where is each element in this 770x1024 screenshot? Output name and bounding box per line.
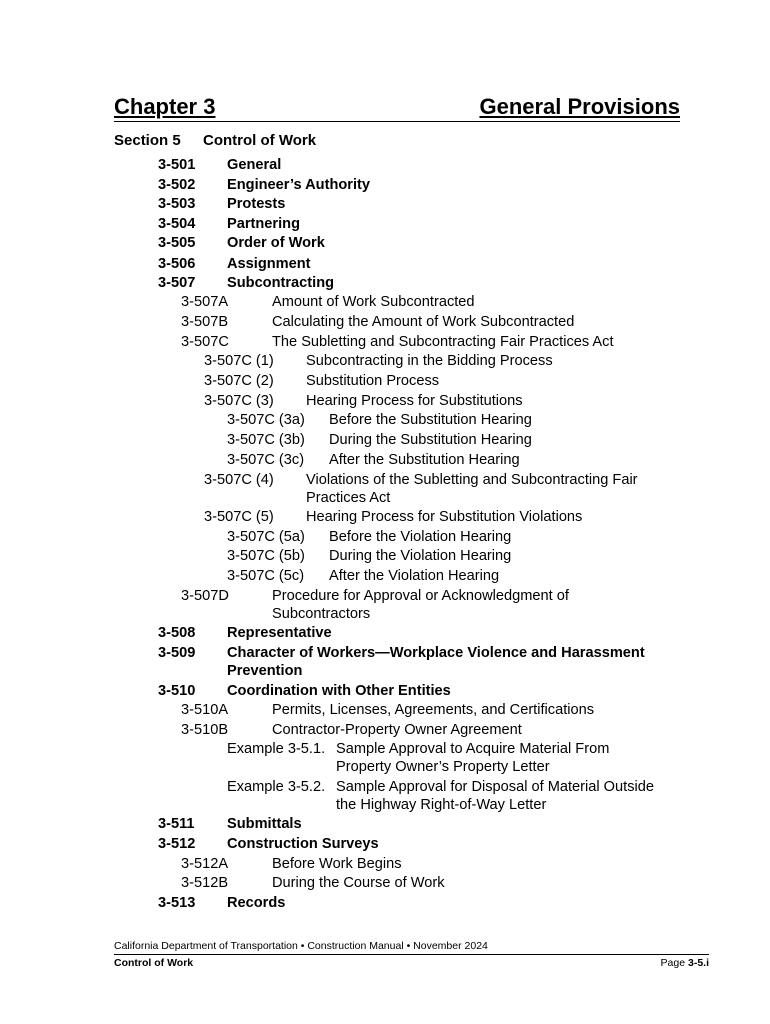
section-title: Control of Work	[203, 132, 317, 149]
toc-entry-number: 3-507C (3)	[204, 393, 274, 409]
toc-entry-title: Before Work Begins	[272, 856, 402, 872]
toc-entry-title-continued: Practices Act	[306, 490, 391, 506]
toc-entry-number: 3-507C (4)	[204, 472, 274, 488]
toc-entry-number: 3-507C (1)	[204, 353, 274, 369]
toc-entry-title: Character of Workers—Workplace Violence and Harassment	[227, 645, 645, 661]
toc-entry-title: Submittals	[227, 816, 302, 832]
toc-entry-number: 3-507A	[181, 294, 229, 310]
toc-entry-number: 3-512A	[181, 856, 229, 872]
toc-entry-number: 3-507C (3a)	[227, 412, 305, 428]
toc-entry-number: 3-511	[158, 816, 195, 832]
toc-entry-number: 3-507D	[181, 588, 229, 604]
toc-entry-number: 3-507C (5c)	[227, 568, 305, 584]
toc-entry-number: 3-507C (5b)	[227, 548, 305, 564]
footer-section: Control of Work	[114, 957, 194, 969]
toc-entry-number: 3-512B	[181, 875, 229, 891]
toc-entry-title: Calculating the Amount of Work Subcontracted	[272, 314, 575, 330]
toc-entry-title-continued: Subcontractors	[272, 606, 371, 622]
toc-entry-title: After the Violation Hearing	[329, 568, 500, 584]
toc-entry-title: Before the Substitution Hearing	[329, 412, 532, 428]
toc-entry-number: Example 3-5.1.	[227, 741, 326, 757]
toc-entry-title: Representative	[227, 625, 332, 641]
toc-entry-title: Amount of Work Subcontracted	[272, 294, 475, 310]
toc-entry-title: Violations of the Subletting and Subcontracting Fair	[306, 472, 638, 488]
toc-entry-number: 3-505	[158, 235, 196, 251]
toc-entry-number: 3-507B	[181, 314, 229, 330]
chapter-header	[114, 93, 680, 122]
toc-entry-number: 3-503	[158, 196, 196, 212]
section-number: Section 5	[114, 132, 181, 149]
toc-entry-title: Sample Approval to Acquire Material From	[336, 741, 610, 757]
toc-entry-title: Assignment	[227, 256, 311, 272]
toc-entry-number: Example 3-5.2.	[227, 779, 326, 795]
toc-entry-number: 3-508	[158, 625, 196, 641]
toc-entry-title: General	[227, 157, 282, 173]
toc-entry-number: 3-512	[158, 836, 196, 852]
toc-entry-title: Contractor-Property Owner Agreement	[272, 722, 522, 738]
toc-entry-title: During the Substitution Hearing	[329, 432, 532, 448]
toc-entry-title: Hearing Process for Substitutions	[306, 393, 523, 409]
toc-entry-number: 3-507C (3c)	[227, 452, 305, 468]
toc-entry-title: Substitution Process	[306, 373, 440, 389]
toc-entry-title: During the Course of Work	[272, 875, 445, 891]
toc-entry-title: Records	[227, 895, 286, 911]
toc-entry-number: 3-513	[158, 895, 196, 911]
toc-entry-title: Subcontracting in the Bidding Process	[306, 353, 553, 369]
toc-entry-number: 3-507C (3b)	[227, 432, 305, 448]
toc-entry-number: 3-507C (2)	[204, 373, 274, 389]
toc-entry-number: 3-510B	[181, 722, 229, 738]
toc-entry-number: 3-501	[158, 157, 196, 173]
footer-publication: California Department of Transportation • Construction Manual • November 2024	[114, 940, 488, 952]
toc-entry-title: Procedure for Approval or Acknowledgment of	[272, 588, 569, 604]
toc-entry-title-continued: Property Owner’s Property Letter	[336, 759, 550, 775]
toc-entry-title: During the Violation Hearing	[329, 548, 512, 564]
chapter-label: Chapter 3	[114, 94, 216, 119]
toc-entry-title: Order of Work	[227, 235, 325, 251]
toc-entry-number: 3-507C (5a)	[227, 529, 305, 545]
chapter-title: General Provisions	[479, 94, 680, 119]
toc-entry-number: 3-507	[158, 275, 196, 291]
toc-entry-title: Protests	[227, 196, 286, 212]
toc-entry-number: 3-510A	[181, 702, 229, 718]
toc-entry-title: Hearing Process for Substitution Violations	[306, 509, 583, 525]
toc-entry-title: Subcontracting	[227, 275, 335, 291]
toc-entry-title: Coordination with Other Entities	[227, 683, 451, 699]
toc-entry-number: 3-507C (5)	[204, 509, 274, 525]
toc-entry-number: 3-509	[158, 645, 196, 661]
toc-entry-title-continued: the Highway Right-of-Way Letter	[336, 797, 547, 813]
footer-divider	[114, 954, 709, 955]
toc-entry-title: Partnering	[227, 216, 300, 232]
toc-entry-title-continued: Prevention	[227, 663, 303, 679]
toc-entry-number: 3-506	[158, 256, 196, 272]
toc-entry-title: Before the Violation Hearing	[329, 529, 512, 545]
toc-entry-number: 3-502	[158, 177, 196, 193]
footer-page-number: Page 3-5.i	[660, 957, 709, 969]
toc-entry-title: Permits, Licenses, Agreements, and Certifications	[272, 702, 595, 718]
toc-entry-number: 3-510	[158, 683, 196, 699]
toc-entry-number: 3-507C	[181, 334, 229, 350]
toc-entry-title: Engineer’s Authority	[227, 177, 370, 193]
section-heading	[114, 132, 316, 149]
toc-entry-title: The Subletting and Subcontracting Fair Practices Act	[272, 334, 614, 350]
toc-entry-title: Sample Approval for Disposal of Material Outside	[336, 779, 654, 795]
toc-entry-title: Construction Surveys	[227, 836, 379, 852]
toc-entry-number: 3-504	[158, 216, 196, 232]
toc-entry-title: After the Substitution Hearing	[329, 452, 520, 468]
